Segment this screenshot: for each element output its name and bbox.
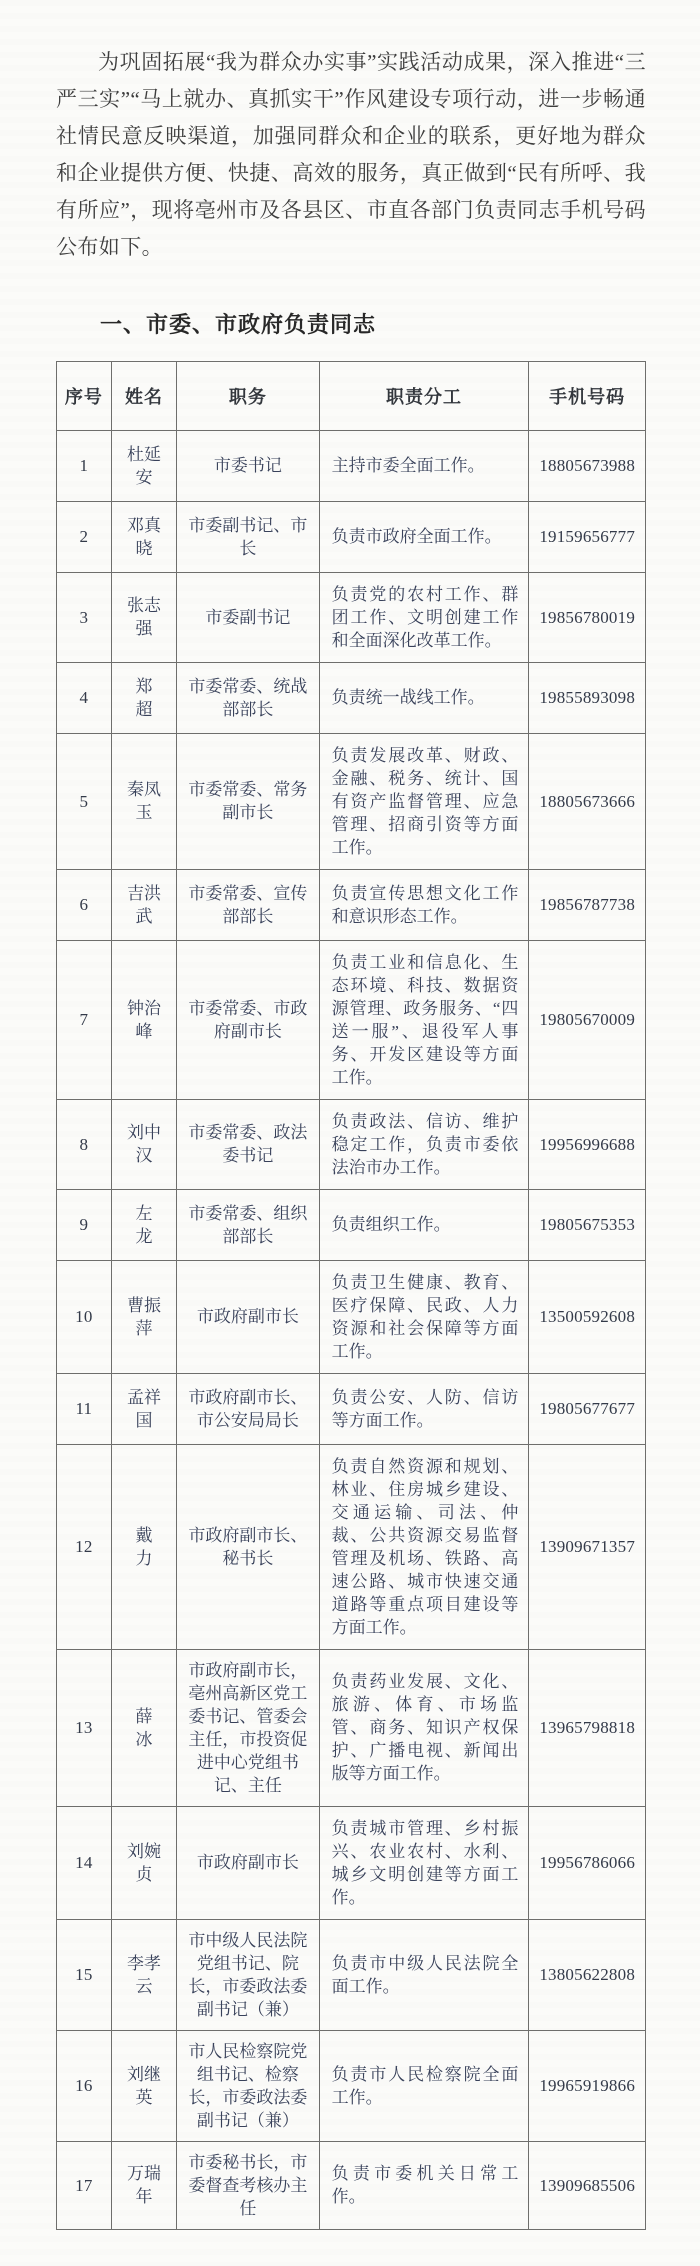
cell-phone-number: 19965919866 (529, 2030, 646, 2141)
cell-position: 市政府副市长，亳州高新区党工委书记、管委会主任，市投资促进中心党组书记、主任 (177, 1649, 320, 1806)
cell-position: 市政府副市长、市公安局局长 (177, 1373, 320, 1444)
table-row (57, 662, 646, 733)
cell-serial-number: 13 (57, 1649, 112, 1806)
cell-phone-number: 19856787738 (529, 869, 646, 940)
cell-phone-number: 19956996688 (529, 1099, 646, 1189)
table-row (57, 501, 646, 572)
header-cell-name: 姓名 (111, 361, 176, 430)
cell-position: 市人民检察院党组书记、检察长，市委政法委副书记（兼） (177, 2030, 320, 2141)
cell-position: 市政府副市长 (177, 1806, 320, 1919)
cell-serial-number: 12 (57, 1444, 112, 1649)
cell-name: 李孝云 (111, 1919, 176, 2030)
table-row (57, 1649, 646, 1806)
cell-name: 郑 超 (111, 662, 176, 733)
cell-position: 市政府副市长、秘书长 (177, 1444, 320, 1649)
cell-duty: 负责自然资源和规划、林业、住房城乡建设、交通运输、司法、仲裁、公共资源交易监督管理及机场、铁路、高速公路、城市快速交通道路等重点项目建设等方面工作。 (319, 1444, 529, 1649)
table-row (57, 2141, 646, 2229)
cell-position: 市委常委、统战部部长 (177, 662, 320, 733)
table-row (57, 869, 646, 940)
cell-phone-number: 19805677677 (529, 1373, 646, 1444)
cell-duty: 负责市人民检察院全面工作。 (319, 2030, 529, 2141)
cell-position: 市中级人民法院党组书记、院长，市委政法委副书记（兼） (177, 1919, 320, 2030)
cell-name: 邓真晓 (111, 501, 176, 572)
header-cell-phone: 手机号码 (529, 361, 646, 430)
header-cell-no: 序号 (57, 361, 112, 430)
cell-phone-number: 18805673666 (529, 733, 646, 869)
cell-serial-number: 11 (57, 1373, 112, 1444)
header-cell-position: 职务 (177, 361, 320, 430)
cell-serial-number: 3 (57, 572, 112, 662)
cell-serial-number: 14 (57, 1806, 112, 1919)
cell-duty: 负责城市管理、乡村振兴、农业农村、水利、城乡文明创建等方面工作。 (319, 1806, 529, 1919)
cell-duty: 负责发展改革、财政、金融、税务、统计、国有资产监督管理、应急管理、招商引资等方面工作。 (319, 733, 529, 869)
cell-position: 市委书记 (177, 430, 320, 501)
cell-name: 曹振萍 (111, 1260, 176, 1373)
cell-duty: 主持市委全面工作。 (319, 430, 529, 501)
table-row (57, 1373, 646, 1444)
cell-name: 薛 冰 (111, 1649, 176, 1806)
table-row (57, 1099, 646, 1189)
cell-phone-number: 13965798818 (529, 1649, 646, 1806)
table-header-row (57, 361, 646, 430)
cell-duty: 负责统一战线工作。 (319, 662, 529, 733)
cell-name: 戴 力 (111, 1444, 176, 1649)
cell-name: 张志强 (111, 572, 176, 662)
cell-phone-number: 19159656777 (529, 501, 646, 572)
cell-position: 市委秘书长，市委督查考核办主任 (177, 2141, 320, 2229)
cell-position: 市委常委、市政府副市长 (177, 940, 320, 1099)
cell-serial-number: 5 (57, 733, 112, 869)
intro-paragraph: 为巩固拓展“我为群众办实事”实践活动成果，深入推进“三严三实”“马上就办、真抓实干”作风建设专项行动，进一步畅通社情民意反映渠道，加强同群众和企业的联系，更好地为群众和企业提供方便、快捷、高效的服务，真正做到“民有所呼、我有所应”，现将亳州市及各县区、市直各部门负责同志手机号码公布如下。 (56, 50, 646, 259)
cell-serial-number: 15 (57, 1919, 112, 2030)
cell-serial-number: 7 (57, 940, 112, 1099)
officials-table (56, 361, 646, 2230)
cell-name: 刘继英 (111, 2030, 176, 2141)
table-row (57, 572, 646, 662)
cell-duty: 负责市政府全面工作。 (319, 501, 529, 572)
cell-serial-number: 9 (57, 1189, 112, 1260)
cell-position: 市委常委、常务副市长 (177, 733, 320, 869)
cell-serial-number: 4 (57, 662, 112, 733)
cell-duty: 负责政法、信访、维护稳定工作，负责市委依法治市办工作。 (319, 1099, 529, 1189)
cell-duty: 负责组织工作。 (319, 1189, 529, 1260)
cell-duty: 负责市中级人民法院全面工作。 (319, 1919, 529, 2030)
cell-serial-number: 16 (57, 2030, 112, 2141)
cell-position: 市委常委、宣传部部长 (177, 869, 320, 940)
table-row (57, 733, 646, 869)
cell-duty: 负责市委机关日常工作。 (319, 2141, 529, 2229)
table-row (57, 1260, 646, 1373)
cell-name: 孟祥国 (111, 1373, 176, 1444)
cell-serial-number: 10 (57, 1260, 112, 1373)
cell-serial-number: 1 (57, 430, 112, 501)
table-row (57, 1919, 646, 2030)
cell-duty: 负责公安、人防、信访等方面工作。 (319, 1373, 529, 1444)
cell-phone-number: 19805670009 (529, 940, 646, 1099)
cell-duty: 负责宣传思想文化工作和意识形态工作。 (319, 869, 529, 940)
header-cell-duty: 职责分工 (319, 361, 529, 430)
cell-position: 市委常委、组织部部长 (177, 1189, 320, 1260)
cell-duty: 负责党的农村工作、群团工作、文明创建工作和全面深化改革工作。 (319, 572, 529, 662)
cell-serial-number: 2 (57, 501, 112, 572)
cell-phone-number: 19856780019 (529, 572, 646, 662)
cell-phone-number: 19956786066 (529, 1806, 646, 1919)
cell-name: 左 龙 (111, 1189, 176, 1260)
cell-phone-number: 13909671357 (529, 1444, 646, 1649)
cell-phone-number: 13805622808 (529, 1919, 646, 2030)
cell-serial-number: 17 (57, 2141, 112, 2229)
table-row (57, 430, 646, 501)
cell-duty: 负责卫生健康、教育、医疗保障、民政、人力资源和社会保障等方面工作。 (319, 1260, 529, 1373)
cell-phone-number: 13909685506 (529, 2141, 646, 2229)
table-row (57, 940, 646, 1099)
cell-name: 秦凤玉 (111, 733, 176, 869)
cell-name: 万瑞年 (111, 2141, 176, 2229)
cell-position: 市委副书记 (177, 572, 320, 662)
cell-name: 刘婉贞 (111, 1806, 176, 1919)
section-title: 一、市委、市政府负责同志 (100, 311, 377, 337)
cell-phone-number: 18805673988 (529, 430, 646, 501)
cell-phone-number: 19855893098 (529, 662, 646, 733)
table-row (57, 2030, 646, 2141)
cell-duty: 负责药业发展、文化、旅游、体育、市场监管、商务、知识产权保护、广播电视、新闻出版等方面工作。 (319, 1649, 529, 1806)
cell-serial-number: 6 (57, 869, 112, 940)
table-row (57, 1806, 646, 1919)
cell-position: 市委副书记、市长 (177, 501, 320, 572)
table-row (57, 1444, 646, 1649)
cell-position: 市政府副市长 (177, 1260, 320, 1373)
cell-name: 吉洪武 (111, 869, 176, 940)
table-body (57, 430, 646, 2229)
cell-phone-number: 19805675353 (529, 1189, 646, 1260)
cell-name: 刘中汉 (111, 1099, 176, 1189)
table-row (57, 1189, 646, 1260)
cell-name: 钟治峰 (111, 940, 176, 1099)
cell-serial-number: 8 (57, 1099, 112, 1189)
cell-name: 杜延安 (111, 430, 176, 501)
cell-position: 市委常委、政法委书记 (177, 1099, 320, 1189)
cell-phone-number: 13500592608 (529, 1260, 646, 1373)
cell-duty: 负责工业和信息化、生态环境、科技、数据资源管理、政务服务、“四送一服”、退役军人事务、开发区建设等方面工作。 (319, 940, 529, 1099)
